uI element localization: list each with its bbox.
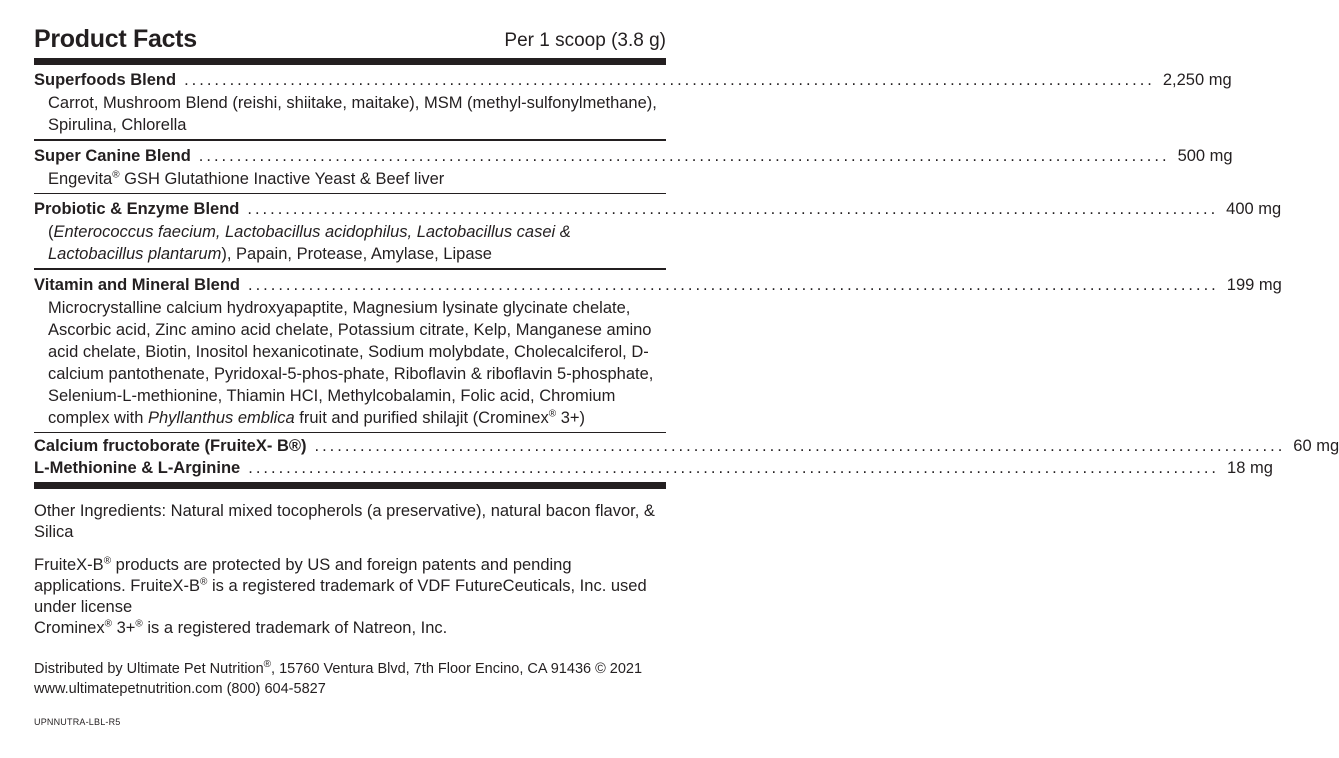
blend-amount: 18 mg (1227, 459, 1273, 477)
blend-name: Superfoods Blend (34, 71, 177, 89)
label-code: UPNNUTRA-LBL-R5 (34, 717, 121, 727)
ingredient-italic: Enterococcus faecium, Lactobacillus acidophilus, Lactobacillus casei & Lactobacillus plantarum (48, 223, 571, 263)
blend-methionine-arginine (34, 457, 1273, 479)
divider (34, 139, 666, 141)
ingredient-text: fruit and purified shilajit (Crominex (294, 408, 549, 427)
blend-superfoods (34, 69, 1232, 136)
ingredient-text: GSH Glutathione Inactive Yeast & Beef liver (119, 169, 445, 188)
leader-dots: ................................................................................................................................ (314, 437, 1286, 455)
divider (34, 432, 666, 434)
trademark-text: is a registered trademark of VDF FutureCeuticals, Inc. used under license (34, 577, 647, 616)
registered-mark: ® (104, 618, 112, 630)
blend-row (34, 198, 1282, 220)
blend-probiotic-enzyme (34, 198, 1282, 265)
registered-mark: ® (103, 555, 112, 567)
leader-dots: ................................................................................................................................ (184, 71, 1155, 89)
facts-title: Product Facts (34, 25, 197, 53)
blend-row (34, 145, 1233, 167)
registered-mark: ® (135, 618, 143, 630)
facts-header (34, 14, 666, 54)
leader-dots: ................................................................................................................................ (248, 459, 1220, 477)
blend-name: L-Methionine & L-Arginine (34, 459, 241, 477)
blend-name: Calcium fructoborate (FruiteX- B®) (34, 437, 307, 455)
blend-name: Super Canine Blend (34, 146, 191, 165)
blend-amount: 199 mg (1226, 275, 1282, 294)
ingredient-text: Engevita (48, 169, 113, 188)
registered-mark: ® (263, 659, 272, 671)
divider (34, 193, 666, 195)
distributor-text: , 15760 Ventura Blvd, 7th Floor Encino, CA 91436 © 2021 www.ultimatepetnutrition.com (800) 604-5827 (34, 661, 643, 697)
other-ingredients: Other Ingredients: Natural mixed tocopherols (a preservative), natural bacon flavor, & Silica (34, 502, 655, 541)
trademark-text: Crominex (34, 619, 105, 637)
trademark-text: FruiteX-B (34, 556, 104, 574)
ingredient-text: 3+) (556, 408, 586, 427)
blend-amount: 400 mg (1226, 200, 1282, 218)
blend-name: Probiotic & Enzyme Blend (34, 200, 240, 218)
distributor-text: Distributed by Ultimate Pet Nutrition (34, 661, 264, 677)
blend-row (34, 69, 1232, 91)
blend-calcium-fructoborate (34, 435, 1339, 457)
blend-super-canine (34, 145, 1233, 190)
blend-vitamin-mineral (34, 274, 1282, 429)
divider (34, 268, 666, 270)
blend-name: Vitamin and Mineral Blend (34, 275, 240, 294)
trademark-notice (34, 555, 666, 639)
blend-ingredients: Carrot, Mushroom Blend (reishi, shiitake, maitake), MSM (methyl-sulfonylmethane), Spirulina, Chlorella (48, 94, 657, 134)
ingredient-italic: Phyllanthus emblica (147, 408, 295, 427)
thick-rule (34, 482, 666, 489)
ingredient-text: ( (48, 223, 54, 241)
blend-amount: 500 mg (1177, 146, 1233, 165)
trademark-text: is a registered trademark of Natreon, Inc. (142, 619, 448, 637)
ingredient-text: ), Papain, Protease, Amylase, Lipase (221, 245, 492, 263)
trademark-text: products are protected by US and foreign patents and pending applications. FruiteX-B (34, 556, 572, 595)
trademark-text: 3+ (111, 619, 136, 637)
thick-rule (34, 58, 666, 65)
leader-dots: ................................................................................................................................ (247, 275, 1219, 294)
serving-size: Per 1 scoop (3.8 g) (504, 30, 666, 51)
registered-mark: ® (548, 408, 557, 419)
leader-dots: ................................................................................................................................ (198, 146, 1170, 165)
distributor-info (34, 659, 666, 699)
registered-mark: ® (200, 576, 208, 588)
blend-ingredients (34, 221, 666, 265)
leader-dots: ................................................................................................................................ (247, 200, 1219, 218)
blend-ingredients (34, 297, 666, 429)
blend-ingredients (34, 168, 666, 190)
ingredient-text: Microcrystalline calcium hydroxyapaptite, Magnesium lysinate glycinate chelate, Ascorbic acid, Zinc amino acid chelate, Potassium citrate, Kelp, Manganese amino acid chelate, Biotin, Inositol hexanicotinate, Sodium molybdate, Cholecalciferol, D-calcium pantothenate, Pyridoxal-5-phos-phate, Riboflavin & riboflavin 5-phosphate, Selenium-L-methionine, Thiamin HCI, Methylcobalamin, Folic acid, Chromium complex with (48, 298, 654, 427)
registered-mark: ® (112, 169, 120, 180)
blend-row (34, 274, 1282, 296)
blend-amount: 60 mg (1293, 437, 1339, 455)
blend-amount: 2,250 mg (1162, 71, 1232, 89)
